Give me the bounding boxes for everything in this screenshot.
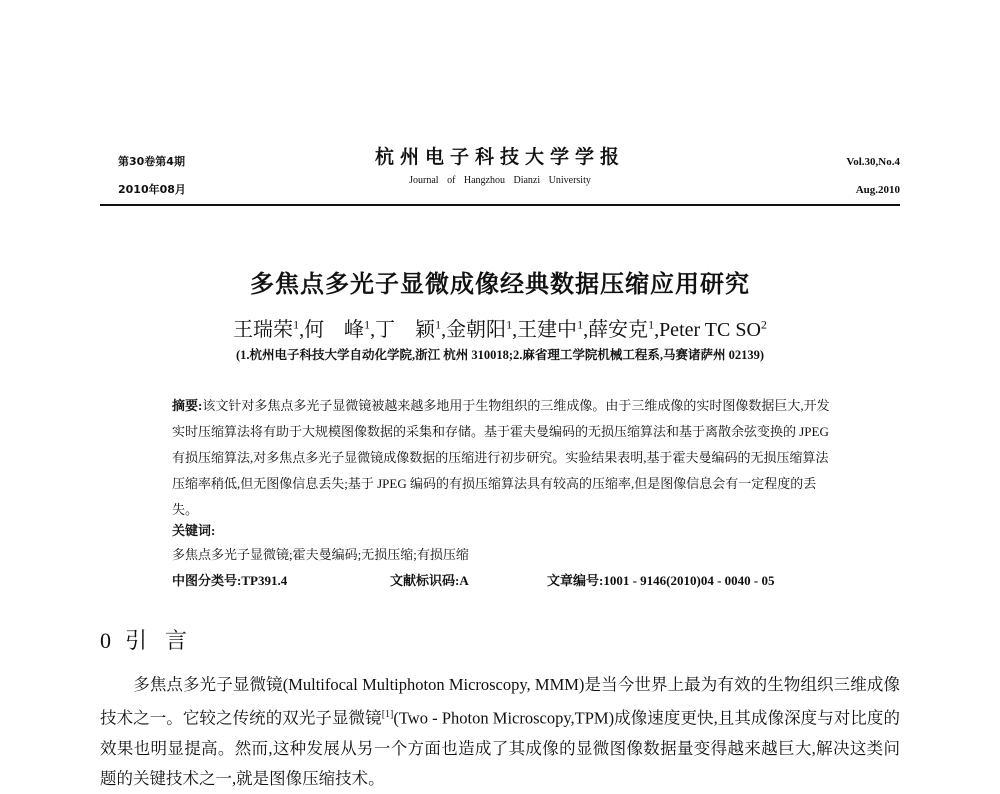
author: 何 峰$^1$, (304, 317, 376, 341)
section-number: 0 (100, 628, 111, 653)
clc-number: 中图分类号:TP391.4 (172, 573, 288, 588)
article-number: 文章编号:1001 - 9146(2010)04 - 0040 - 05 (547, 573, 775, 588)
author: 薛安克$^1$, (588, 317, 660, 341)
date-cn: 2010年08月 (118, 183, 186, 196)
author-list (0, 313, 1000, 342)
affiliation: (1.杭州电子科技大学自动化学院,浙江 杭州 310018;2.麻省理工学院机械工程系,马赛诸萨州 02139) (235, 348, 765, 362)
abstract (172, 393, 832, 523)
body-paragraph: 多焦点多光子显微镜(Multifocal Multiphoton Microscopy, MMM)是当今世界上最为有效的生物组织三维成像技术之一。它较之传统的双光子显微镜[1](Two - Photon Microscopy,TPM)成像速度更快,且其成像深度与对比度的效果也明显提高。然而,这种发展从另一个方面也造成了其成像的显微图像数据量变得越来越巨大,解决这类问题的关键技术之一,就是图像压缩技术。 (100, 675, 900, 788)
author: 王瑞荣$^1$, (233, 317, 305, 341)
header-rule (100, 204, 900, 206)
abstract-text: 该文针对多焦点多光子显微镜被越来越多地用于生物组织的三维成像。由于三维成像的实时图像数据巨大,开发实时压缩算法将有助于大规模图像数据的采集和存储。基于霍夫曼编码的无损压缩算法和基于离散余弦变换的 JPEG 有损压缩算法,对多焦点多光子显微镜成像数据的压缩进行初步研究。实验结果表明,基于霍夫曼编码的无损压缩算法压缩率稍低,但无图像信息丢失;基于 JPEG 编码的有损压缩算法具有较高的压缩率,但是图像信息会有一定程度的丢失。 (172, 398, 830, 517)
section-heading (100, 624, 205, 655)
section-title: 引言 (125, 628, 206, 653)
keywords-label: 关键词: (172, 523, 216, 538)
journal-title-cn: 杭州电子科技大学学报 (374, 146, 625, 168)
paper-title: 多焦点多光子显微成像经典数据压缩应用研究 (250, 270, 750, 298)
abstract-label: 摘要: (172, 398, 203, 413)
document-code: 文献标识码:A (390, 573, 469, 588)
volume-cn: 第30卷第4期 (118, 155, 185, 168)
citation-ref: [1] (381, 709, 394, 720)
volume-en: Vol.30,No.4 (846, 156, 900, 168)
author: 丁 颖$^1$, (375, 317, 447, 341)
classification-row (172, 570, 774, 589)
author: 王建中$^1$, (517, 317, 589, 341)
date-en: Aug.2010 (855, 184, 900, 196)
header-right (846, 148, 900, 204)
author: 金朝阳$^1$, (446, 317, 518, 341)
keywords-text: 多焦点多光子显微镜;霍夫曼编码;无损压缩;有损压缩 (172, 547, 469, 562)
author: Peter TC $SO^2$ (659, 317, 767, 341)
journal-title-en: Journal of Hangzhou Dianzi University (409, 175, 591, 186)
